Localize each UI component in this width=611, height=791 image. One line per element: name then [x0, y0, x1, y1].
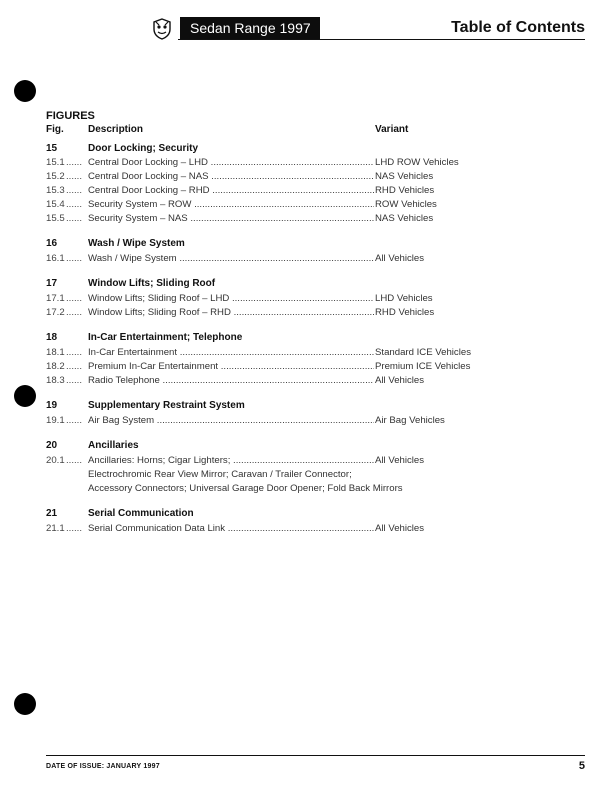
figures-heading: FIGURES [46, 110, 95, 122]
fig-variant: RHD Vehicles [375, 307, 435, 318]
fig-variant: All Vehicles [375, 375, 425, 386]
toc-row: 18.3 ...... Radio Telephone ..... All Vehicles [46, 374, 526, 387]
fig-variant: Air Bag Vehicles [375, 415, 445, 426]
group-title: Wash / Wipe System [88, 238, 185, 249]
fig-variant: LHD ROW Vehicles [375, 157, 459, 168]
fig-variant: NAS Vehicles [375, 171, 434, 182]
fig-number: 15.1 [46, 157, 65, 168]
toc-row: 15.3 ...... Central Door Locking – RHD ..... RHD Vehicles [46, 184, 526, 197]
fig-description: Premium In-Car Entertainment ..... [88, 360, 374, 373]
toc-row: 17.2 ...... Window Lifts; Sliding Roof – RHD ..... RHD Vehicles [46, 306, 526, 319]
toc-row: 18.2 ...... Premium In-Car Entertainment ..... Premium ICE Vehicles [46, 360, 526, 373]
fig-variant: LHD Vehicles [375, 293, 433, 304]
fig-description: Radio Telephone ..... [88, 374, 374, 387]
fig-variant: NAS Vehicles [375, 213, 434, 224]
fig-description: Window Lifts; Sliding Roof – RHD ..... [88, 306, 374, 319]
fig-description: Window Lifts; Sliding Roof – LHD ..... [88, 292, 374, 305]
group-title: Serial Communication [88, 508, 194, 519]
fig-description: Central Door Locking – LHD ..... [88, 156, 374, 169]
fig-number: 17.1 [46, 293, 65, 304]
fig-description-continuation: Accessory Connectors; Universal Garage Door Opener; Fold Back Mirrors [88, 483, 403, 494]
group-number: 18 [46, 332, 58, 343]
group-number: 16 [46, 238, 58, 249]
punch-hole-bottom [14, 693, 36, 715]
header-banner: Sedan Range 1997 [180, 17, 320, 39]
fig-number: 19.1 [46, 415, 65, 426]
toc-row: 15.5 ...... Security System – NAS ..... NAS Vehicles [46, 212, 526, 225]
group-title: Door Locking; Security [88, 143, 199, 154]
fig-number: 15.4 [46, 199, 65, 210]
column-header-fig: Fig. [46, 124, 64, 135]
toc-row: 20.1 ...... Ancillaries: Horns; Cigar Lighters; ..... All Vehicles [46, 454, 526, 467]
punch-hole-top [14, 80, 36, 102]
punch-hole-middle [14, 385, 36, 407]
header-divider [178, 39, 585, 40]
group-number: 20 [46, 440, 58, 451]
fig-variant: All Vehicles [375, 523, 425, 534]
fig-description: Central Door Locking – RHD ..... [88, 184, 374, 197]
column-header-variant: Variant [375, 124, 409, 135]
page-number: 5 [578, 760, 585, 772]
column-header-description: Description [88, 124, 144, 135]
fig-variant: Premium ICE Vehicles [375, 361, 471, 372]
fig-number: 15.2 [46, 171, 65, 182]
fig-number: 15.3 [46, 185, 65, 196]
toc-row: 17.1 ...... Window Lifts; Sliding Roof – LHD ..... LHD Vehicles [46, 292, 526, 305]
group-title: Ancillaries [88, 440, 139, 451]
fig-number: 21.1 [46, 523, 65, 534]
toc-row: 15.4 ...... Security System – ROW ..... ROW Vehicles [46, 198, 526, 211]
fig-number: 17.2 [46, 307, 65, 318]
fig-number: 15.5 [46, 213, 65, 224]
fig-description: Central Door Locking – NAS ..... [88, 170, 374, 183]
fig-description: Security System – NAS ..... [88, 212, 374, 225]
toc-row: 15.2 ...... Central Door Locking – NAS ..... NAS Vehicles [46, 170, 526, 183]
fig-description: Ancillaries: Horns; Cigar Lighters; ..... [88, 454, 374, 467]
group-number: 21 [46, 508, 58, 519]
fig-description: Air Bag System ..... [88, 414, 374, 427]
fig-number: 20.1 [46, 455, 65, 466]
jaguar-crest-icon [151, 18, 173, 40]
fig-variant: All Vehicles [375, 253, 425, 264]
fig-description: Security System – ROW ..... [88, 198, 374, 211]
group-number: 17 [46, 278, 58, 289]
toc-row: 18.1 ...... In-Car Entertainment ..... Standard ICE Vehicles [46, 346, 526, 359]
fig-description-continuation: Electrochromic Rear View Mirror; Caravan / Trailer Connector; [88, 469, 352, 480]
fig-number: 18.1 [46, 347, 65, 358]
fig-number: 18.3 [46, 375, 65, 386]
group-title: In-Car Entertainment; Telephone [88, 332, 243, 343]
toc-row: 16.1 ...... Wash / Wipe System ..... All Vehicles [46, 252, 526, 265]
fig-description: Serial Communication Data Link ..... [88, 522, 374, 535]
toc-row: 19.1 ...... Air Bag System ..... Air Bag Vehicles [46, 414, 526, 427]
toc-row: 15.1 ...... Central Door Locking – LHD ..... LHD ROW Vehicles [46, 156, 526, 169]
fig-number: 16.1 [46, 253, 65, 264]
page-title: Table of Contents [451, 19, 585, 36]
date-of-issue: DATE OF ISSUE: JANUARY 1997 [46, 763, 160, 770]
fig-variant: Standard ICE Vehicles [375, 347, 471, 358]
fig-variant: RHD Vehicles [375, 185, 435, 196]
fig-description: In-Car Entertainment ..... [88, 346, 374, 359]
fig-number: 18.2 [46, 361, 65, 372]
group-number: 15 [46, 143, 58, 154]
toc-row: 21.1 ...... Serial Communication Data Link ..... All Vehicles [46, 522, 526, 535]
group-title: Window Lifts; Sliding Roof [88, 278, 216, 289]
footer-divider [46, 755, 585, 756]
fig-variant: ROW Vehicles [375, 199, 437, 210]
group-title: Supplementary Restraint System [88, 400, 245, 411]
group-number: 19 [46, 400, 58, 411]
fig-description: Wash / Wipe System ..... [88, 252, 374, 265]
fig-variant: All Vehicles [375, 455, 425, 466]
